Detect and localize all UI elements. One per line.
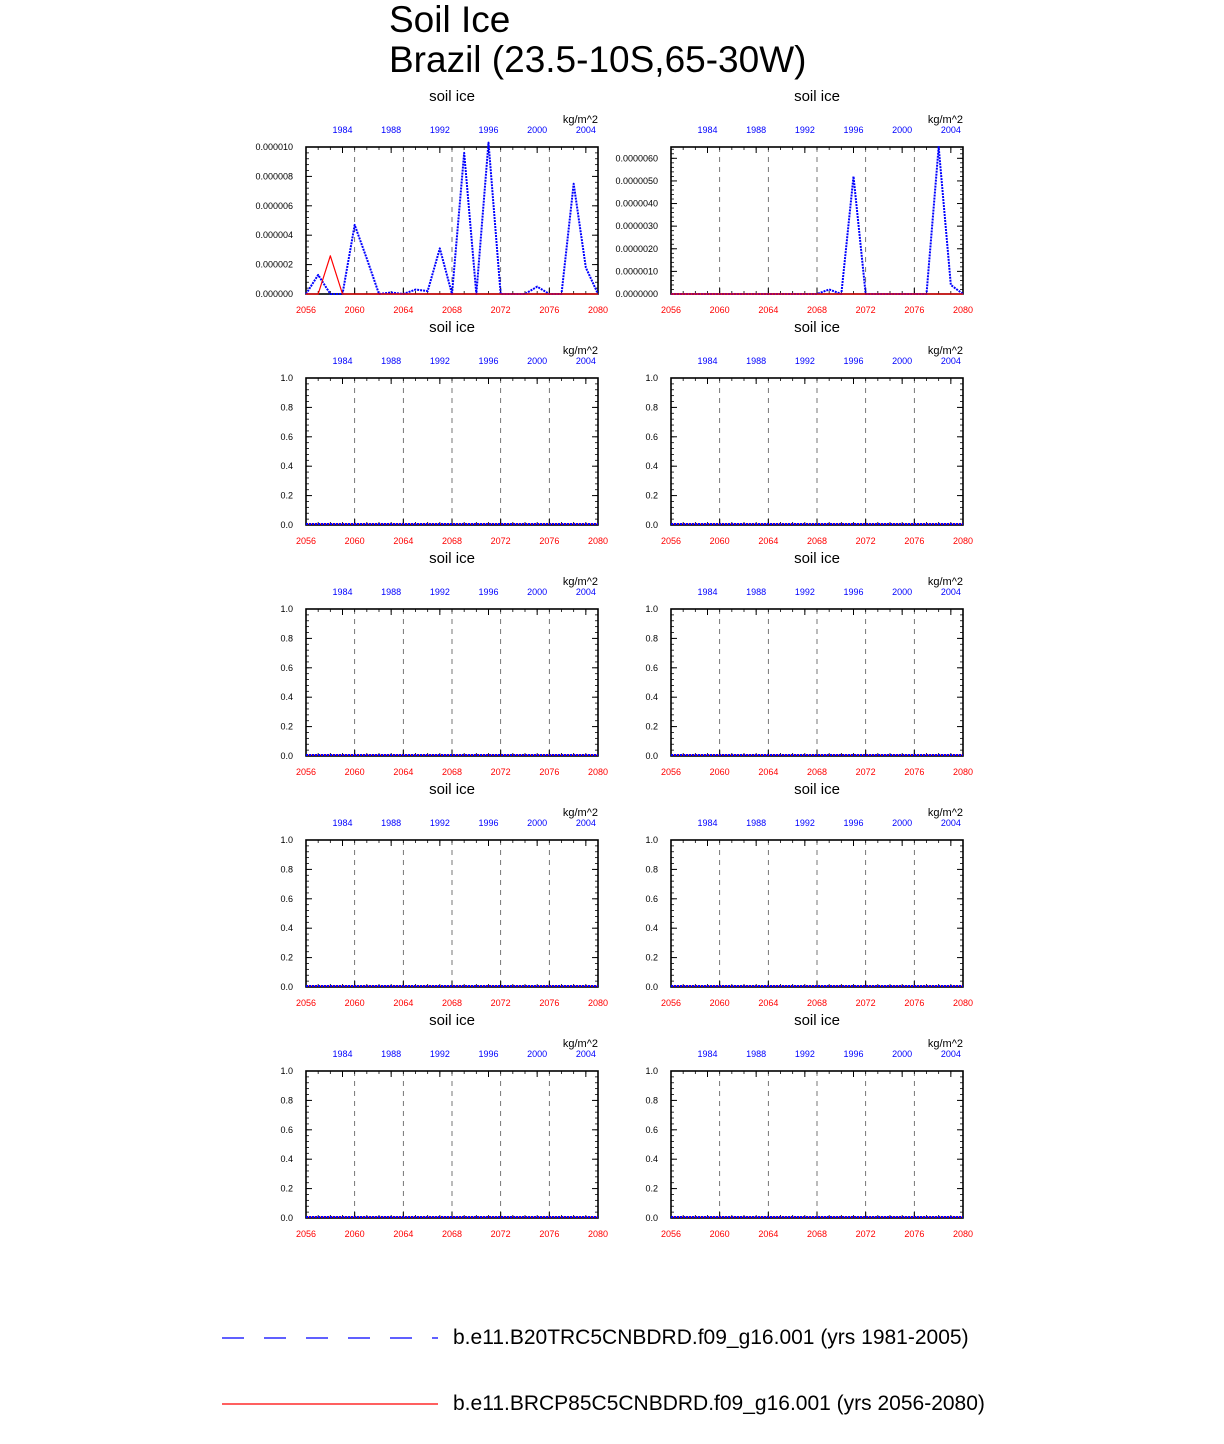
x-bottom-tick-label: 2080 xyxy=(587,536,609,546)
y-tick-label: 0.0000040 xyxy=(615,198,658,209)
x-bottom-tick-label: 2072 xyxy=(490,767,511,777)
panel-title: soil ice xyxy=(429,781,475,798)
y-tick-label: 0.2 xyxy=(645,721,658,732)
panel-units: kg/m^2 xyxy=(562,345,598,357)
y-tick-label: 0.8 xyxy=(280,402,293,413)
x-top-tick-label: 1996 xyxy=(478,125,499,135)
y-tick-label: 0.4 xyxy=(645,692,658,703)
y-tick-label: 0.0 xyxy=(280,751,293,761)
x-bottom-tick-label: 2076 xyxy=(539,305,560,315)
x-bottom-tick-label: 2080 xyxy=(952,767,974,777)
x-bottom-tick-label: 2072 xyxy=(490,998,511,1008)
x-top-tick-label: 1996 xyxy=(478,587,499,597)
y-tick-label: 0.000004 xyxy=(255,230,293,241)
x-bottom-tick-label: 2068 xyxy=(806,998,828,1008)
x-top-tick-label: 1984 xyxy=(697,356,718,366)
panel-title: soil ice xyxy=(429,88,475,105)
y-tick-label: 0.8 xyxy=(645,633,658,644)
x-top-tick-label: 1984 xyxy=(332,125,353,135)
x-bottom-tick-label: 2056 xyxy=(295,998,317,1008)
x-top-tick-label: 2004 xyxy=(575,587,596,597)
panel-title: soil ice xyxy=(794,88,840,105)
x-top-tick-label: 1988 xyxy=(381,1049,402,1059)
y-tick-label: 0.0000060 xyxy=(615,153,658,164)
y-tick-label: 0.2 xyxy=(280,721,293,732)
x-top-tick-label: 1988 xyxy=(746,125,767,135)
x-bottom-tick-label: 2080 xyxy=(952,1229,974,1239)
panel-units: kg/m^2 xyxy=(562,576,598,588)
x-top-tick-label: 1992 xyxy=(794,125,815,135)
x-bottom-tick-label: 2068 xyxy=(806,536,828,546)
y-tick-label: 0.8 xyxy=(645,864,658,875)
x-bottom-tick-label: 2060 xyxy=(344,998,365,1008)
x-top-tick-label: 1988 xyxy=(746,356,767,366)
x-bottom-tick-label: 2072 xyxy=(855,305,876,315)
x-bottom-tick-label: 2060 xyxy=(709,305,730,315)
y-tick-label: 0.4 xyxy=(280,923,293,934)
x-top-tick-label: 1984 xyxy=(697,1049,718,1059)
panel-title: soil ice xyxy=(429,550,475,567)
x-top-tick-label: 1992 xyxy=(794,818,815,828)
y-tick-label: 0.6 xyxy=(645,893,658,904)
y-tick-label: 1.0 xyxy=(645,373,658,383)
x-bottom-tick-label: 2072 xyxy=(490,305,511,315)
x-bottom-tick-label: 2072 xyxy=(855,536,876,546)
panel-6 xyxy=(280,781,608,1008)
x-top-tick-label: 2004 xyxy=(575,818,596,828)
y-tick-label: 0.6 xyxy=(645,662,658,673)
x-top-tick-label: 1984 xyxy=(697,818,718,828)
y-tick-label: 0.2 xyxy=(280,490,293,501)
x-top-tick-label: 1984 xyxy=(332,1049,353,1059)
x-bottom-tick-label: 2080 xyxy=(587,998,609,1008)
panel-3 xyxy=(645,319,973,546)
x-bottom-tick-label: 2056 xyxy=(660,998,682,1008)
y-tick-label: 0.8 xyxy=(280,864,293,875)
y-tick-label: 0.0 xyxy=(645,1213,658,1223)
y-tick-label: 0.8 xyxy=(280,633,293,644)
x-bottom-tick-label: 2076 xyxy=(904,305,925,315)
x-bottom-tick-label: 2056 xyxy=(660,536,682,546)
x-bottom-tick-label: 2064 xyxy=(758,767,779,777)
x-top-tick-label: 1988 xyxy=(746,818,767,828)
x-bottom-tick-label: 2068 xyxy=(441,998,463,1008)
y-tick-label: 0.000010 xyxy=(255,142,293,152)
x-bottom-tick-label: 2068 xyxy=(441,1229,463,1239)
legend-label-future: b.e11.BRCP85C5CNBDRD.f09_g16.001 (yrs 2056-2080) xyxy=(453,1392,985,1415)
y-tick-label: 0.6 xyxy=(280,662,293,673)
panel-units: kg/m^2 xyxy=(927,576,963,588)
y-tick-label: 0.0 xyxy=(280,520,293,530)
y-tick-label: 0.0000020 xyxy=(615,243,658,254)
y-tick-label: 0.6 xyxy=(280,431,293,442)
y-tick-label: 0.8 xyxy=(280,1095,293,1106)
panel-title: soil ice xyxy=(429,1012,475,1029)
panel-units: kg/m^2 xyxy=(562,114,598,126)
x-top-tick-label: 2004 xyxy=(940,587,961,597)
x-bottom-tick-label: 2068 xyxy=(806,767,828,777)
x-bottom-tick-label: 2064 xyxy=(393,998,414,1008)
panel-8 xyxy=(280,1012,608,1239)
y-tick-label: 0.2 xyxy=(280,952,293,963)
x-top-tick-label: 1984 xyxy=(697,587,718,597)
y-tick-label: 0.0 xyxy=(280,982,293,992)
x-top-tick-label: 1984 xyxy=(697,125,718,135)
x-bottom-tick-label: 2080 xyxy=(952,998,974,1008)
x-top-tick-label: 2004 xyxy=(940,818,961,828)
x-bottom-tick-label: 2068 xyxy=(441,305,463,315)
panel-units: kg/m^2 xyxy=(927,345,963,357)
y-tick-label: 0.6 xyxy=(280,1124,293,1135)
y-tick-label: 0.2 xyxy=(645,1183,658,1194)
panel-7 xyxy=(645,781,973,1008)
y-tick-label: 0.8 xyxy=(645,402,658,413)
x-top-tick-label: 2000 xyxy=(892,125,913,135)
x-bottom-tick-label: 2076 xyxy=(539,1229,560,1239)
x-top-tick-label: 2000 xyxy=(892,1049,913,1059)
x-bottom-tick-label: 2080 xyxy=(587,305,609,315)
x-bottom-tick-label: 2076 xyxy=(904,998,925,1008)
legend-label-historical: b.e11.B20TRC5CNBDRD.f09_g16.001 (yrs 1981-2005) xyxy=(453,1326,969,1349)
y-tick-label: 0.2 xyxy=(645,952,658,963)
x-top-tick-label: 1996 xyxy=(478,356,499,366)
x-bottom-tick-label: 2076 xyxy=(904,767,925,777)
y-tick-label: 0.0000010 xyxy=(615,266,658,277)
y-tick-label: 1.0 xyxy=(645,1066,658,1076)
panel-title: soil ice xyxy=(429,319,475,336)
x-bottom-tick-label: 2056 xyxy=(295,305,317,315)
x-top-tick-label: 1988 xyxy=(381,587,402,597)
x-top-tick-label: 1988 xyxy=(746,587,767,597)
x-bottom-tick-label: 2072 xyxy=(490,536,511,546)
x-top-tick-label: 2000 xyxy=(892,818,913,828)
x-top-tick-label: 1992 xyxy=(429,587,450,597)
x-bottom-tick-label: 2080 xyxy=(587,1229,609,1239)
x-top-tick-label: 1988 xyxy=(746,1049,767,1059)
x-top-tick-label: 1996 xyxy=(843,818,864,828)
x-top-tick-label: 1996 xyxy=(478,1049,499,1059)
x-top-tick-label: 1988 xyxy=(381,125,402,135)
y-tick-label: 0.6 xyxy=(645,431,658,442)
x-bottom-tick-label: 2068 xyxy=(441,536,463,546)
panel-units: kg/m^2 xyxy=(562,1038,598,1050)
x-bottom-tick-label: 2056 xyxy=(660,767,682,777)
y-tick-label: 1.0 xyxy=(645,604,658,614)
y-tick-label: 1.0 xyxy=(280,373,293,383)
x-bottom-tick-label: 2072 xyxy=(855,998,876,1008)
y-tick-label: 1.0 xyxy=(280,604,293,614)
x-top-tick-label: 1996 xyxy=(843,356,864,366)
panel-0 xyxy=(255,88,608,315)
x-top-tick-label: 2004 xyxy=(575,356,596,366)
x-top-tick-label: 2004 xyxy=(940,1049,961,1059)
x-bottom-tick-label: 2064 xyxy=(758,1229,779,1239)
y-tick-label: 1.0 xyxy=(645,835,658,845)
x-bottom-tick-label: 2076 xyxy=(904,1229,925,1239)
x-top-tick-label: 2000 xyxy=(892,587,913,597)
y-tick-label: 1.0 xyxy=(280,835,293,845)
x-top-tick-label: 1992 xyxy=(794,587,815,597)
panel-2 xyxy=(280,319,608,546)
x-bottom-tick-label: 2072 xyxy=(490,1229,511,1239)
x-bottom-tick-label: 2076 xyxy=(904,536,925,546)
x-bottom-tick-label: 2076 xyxy=(539,998,560,1008)
x-bottom-tick-label: 2060 xyxy=(709,998,730,1008)
x-bottom-tick-label: 2060 xyxy=(344,767,365,777)
x-bottom-tick-label: 2056 xyxy=(660,1229,682,1239)
x-top-tick-label: 1996 xyxy=(843,587,864,597)
x-top-tick-label: 1992 xyxy=(429,356,450,366)
x-top-tick-label: 1984 xyxy=(332,818,353,828)
x-top-tick-label: 2004 xyxy=(575,125,596,135)
x-bottom-tick-label: 2056 xyxy=(295,767,317,777)
x-top-tick-label: 2000 xyxy=(527,587,548,597)
x-top-tick-label: 2004 xyxy=(940,356,961,366)
x-top-tick-label: 1996 xyxy=(843,1049,864,1059)
x-bottom-tick-label: 2060 xyxy=(709,536,730,546)
x-top-tick-label: 2004 xyxy=(940,125,961,135)
panel-4 xyxy=(280,550,608,777)
panel-5 xyxy=(645,550,973,777)
y-tick-label: 0.6 xyxy=(645,1124,658,1135)
y-tick-label: 0.0 xyxy=(280,1213,293,1223)
x-bottom-tick-label: 2072 xyxy=(855,767,876,777)
x-top-tick-label: 2000 xyxy=(527,1049,548,1059)
y-tick-label: 0.000002 xyxy=(255,259,293,270)
x-bottom-tick-label: 2068 xyxy=(806,1229,828,1239)
y-tick-label: 0.0 xyxy=(645,982,658,992)
x-top-tick-label: 2000 xyxy=(527,818,548,828)
panel-units: kg/m^2 xyxy=(927,114,963,126)
x-bottom-tick-label: 2064 xyxy=(758,998,779,1008)
main-title-line1: Soil Ice xyxy=(389,0,511,40)
x-top-tick-label: 1992 xyxy=(794,356,815,366)
panel-title: soil ice xyxy=(794,781,840,798)
x-top-tick-label: 2000 xyxy=(892,356,913,366)
x-top-tick-label: 2000 xyxy=(527,356,548,366)
y-tick-label: 0.0 xyxy=(645,520,658,530)
x-bottom-tick-label: 2056 xyxy=(295,1229,317,1239)
y-tick-label: 1.0 xyxy=(280,1066,293,1076)
y-tick-label: 0.4 xyxy=(645,923,658,934)
x-bottom-tick-label: 2080 xyxy=(952,536,974,546)
x-bottom-tick-label: 2060 xyxy=(709,1229,730,1239)
x-bottom-tick-label: 2064 xyxy=(393,1229,414,1239)
x-bottom-tick-label: 2056 xyxy=(295,536,317,546)
x-bottom-tick-label: 2068 xyxy=(441,767,463,777)
panel-title: soil ice xyxy=(794,319,840,336)
x-top-tick-label: 1988 xyxy=(381,818,402,828)
panel-units: kg/m^2 xyxy=(927,1038,963,1050)
y-tick-label: 0.000000 xyxy=(255,289,293,299)
x-top-tick-label: 1984 xyxy=(332,356,353,366)
y-tick-label: 0.4 xyxy=(280,692,293,703)
x-top-tick-label: 1992 xyxy=(429,125,450,135)
x-bottom-tick-label: 2060 xyxy=(344,305,365,315)
panel-units: kg/m^2 xyxy=(562,807,598,819)
x-bottom-tick-label: 2080 xyxy=(587,767,609,777)
y-tick-label: 0.4 xyxy=(645,461,658,472)
x-top-tick-label: 1996 xyxy=(478,818,499,828)
y-tick-label: 0.0 xyxy=(645,751,658,761)
x-top-tick-label: 1996 xyxy=(843,125,864,135)
x-bottom-tick-label: 2064 xyxy=(758,536,779,546)
y-tick-label: 0.2 xyxy=(645,490,658,501)
y-tick-label: 0.000006 xyxy=(255,200,293,211)
x-top-tick-label: 1992 xyxy=(429,818,450,828)
y-tick-label: 0.0000000 xyxy=(615,289,658,299)
y-tick-label: 0.8 xyxy=(645,1095,658,1106)
y-tick-label: 0.0000050 xyxy=(615,175,658,186)
x-top-tick-label: 1992 xyxy=(794,1049,815,1059)
panel-title: soil ice xyxy=(794,1012,840,1029)
y-tick-label: 0.4 xyxy=(280,461,293,472)
panel-1 xyxy=(615,88,973,315)
x-bottom-tick-label: 2076 xyxy=(539,536,560,546)
x-top-tick-label: 1988 xyxy=(381,356,402,366)
y-tick-label: 0.4 xyxy=(280,1154,293,1165)
x-bottom-tick-label: 2060 xyxy=(344,536,365,546)
x-bottom-tick-label: 2064 xyxy=(393,536,414,546)
panel-9 xyxy=(645,1012,973,1239)
y-tick-label: 0.4 xyxy=(645,1154,658,1165)
y-tick-label: 0.6 xyxy=(280,893,293,904)
y-tick-label: 0.2 xyxy=(280,1183,293,1194)
panel-title: soil ice xyxy=(794,550,840,567)
x-bottom-tick-label: 2076 xyxy=(539,767,560,777)
x-top-tick-label: 2000 xyxy=(527,125,548,135)
x-bottom-tick-label: 2080 xyxy=(952,305,974,315)
x-top-tick-label: 2004 xyxy=(575,1049,596,1059)
main-title-line2: Brazil (23.5-10S,65-30W) xyxy=(389,39,807,80)
x-bottom-tick-label: 2072 xyxy=(855,1229,876,1239)
x-bottom-tick-label: 2060 xyxy=(344,1229,365,1239)
panel-units: kg/m^2 xyxy=(927,807,963,819)
x-bottom-tick-label: 2060 xyxy=(709,767,730,777)
x-top-tick-label: 1992 xyxy=(429,1049,450,1059)
x-bottom-tick-label: 2056 xyxy=(660,305,682,315)
y-tick-label: 0.000008 xyxy=(255,171,293,182)
x-bottom-tick-label: 2068 xyxy=(806,305,828,315)
x-bottom-tick-label: 2064 xyxy=(393,767,414,777)
x-bottom-tick-label: 2064 xyxy=(393,305,414,315)
x-bottom-tick-label: 2064 xyxy=(758,305,779,315)
y-tick-label: 0.0000030 xyxy=(615,221,658,232)
x-top-tick-label: 1984 xyxy=(332,587,353,597)
